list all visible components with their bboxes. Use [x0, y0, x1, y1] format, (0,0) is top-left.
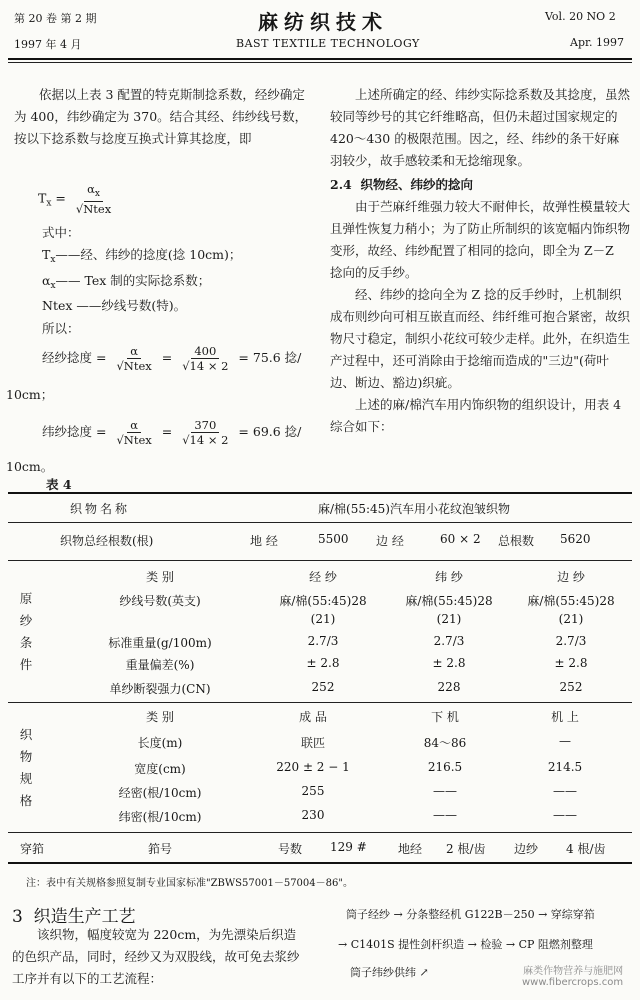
- yarn-row-weft: (21): [436, 612, 462, 626]
- section-3-para-text: 该织物，幅度较宽为 220cm，为先漂染后织造的色织产品，同时，经纱又为双股线，故可免去浆纱工序并有以下的工艺流程：: [12, 927, 300, 986]
- fabric-name-value: 麻/棉(55:45)汽车用小花纹泡皱织物: [318, 502, 510, 516]
- journal-title-en: BAST TEXTILE TECHNOLOGY: [236, 37, 420, 50]
- def-2: [42, 270, 210, 297]
- right-para-1: 上述所确定的经、纬纱实际捻系数及其捻度，虽然较同等纱号的其它纤维略高，但仍未超过国家规定的 420～430 的极限范围。因之，经、纬纱的条干好麻羽较少，故手感较柔和无捻缩现象。: [330, 87, 631, 168]
- table-label: 表 4: [46, 477, 72, 492]
- table-bottom-rule: [8, 862, 632, 864]
- fabric-name-label: 织物名称: [70, 502, 131, 516]
- yarn-row-edge: 2.7/3: [555, 634, 587, 648]
- fabric-row-off-loom: ——: [433, 784, 457, 798]
- def-2-symbol: α: [42, 273, 51, 288]
- weft-num-1: α: [127, 418, 141, 433]
- yarn-row-label: 单纱断裂强力(CN): [109, 682, 211, 696]
- def-1-text: ——经、纬纱的捻度(捻 10cm)；: [55, 247, 242, 262]
- ground-ends-label: 地 经: [250, 534, 278, 548]
- weft-result: = 69.6 捻/: [238, 424, 302, 439]
- yarn-row-edge: 252: [559, 680, 583, 694]
- header-rule-thin: [8, 62, 632, 63]
- right-para-2: 由于苎麻纤维强力较大不耐伸长，故弹性模量较大且弹性恢复力稍小；为了防止所制织的该宽幅内饰织物变形，故经、纬纱配置了相同的捻向，即全为 Z－Z 捻向的反手纱。: [330, 199, 631, 280]
- yarn-row-warp: (21): [310, 612, 336, 626]
- yarn-row-label: 标准重量(g/100m): [108, 636, 212, 650]
- fabric-row-on-loom: ——: [553, 808, 577, 822]
- table-top-rule: [8, 492, 632, 494]
- fabric-row-finished: 220 ± 2 − 1: [276, 760, 350, 774]
- weft-unit: 10cm。: [6, 459, 54, 474]
- table-rule-4: [8, 832, 632, 833]
- watermark-cn: 麻类作物营养与施肥网: [523, 966, 624, 977]
- weft-eq: =: [161, 424, 173, 439]
- weft-frac-1: [113, 418, 154, 447]
- warp-frac-1: [113, 344, 154, 373]
- warp-unit: 10cm；: [6, 387, 54, 402]
- fabric-row-off-loom: ——: [433, 808, 457, 822]
- fabric-col-off-loom: 下 机: [431, 710, 459, 724]
- table-note: 注：表中有关规格参照复制专业国家标准"ZBWS57001－57004－86"。: [26, 878, 353, 889]
- reed-no-label: 筘号: [148, 842, 173, 856]
- warp-frac-2: [179, 344, 231, 373]
- def-1: [42, 244, 241, 271]
- warp-den-2: √14 × 2: [182, 359, 229, 373]
- yarn-row-weft: 228: [437, 680, 461, 694]
- yarn-row-warp: 252: [311, 680, 335, 694]
- yarn-row-label: 重量偏差(%): [125, 658, 195, 672]
- reed-count-value: 129 #: [330, 840, 367, 854]
- yarn-row-weft: 麻/棉(55:45)28: [405, 594, 493, 608]
- reed-edge-value: 4 根/齿: [566, 842, 606, 856]
- fabric-col-finished: 成 品: [299, 710, 327, 724]
- table-rule-2: [8, 560, 632, 561]
- fabric-spec-vhead: 织物规格: [19, 727, 33, 808]
- left-column: [14, 84, 316, 150]
- weft-num-2: 370: [191, 418, 219, 433]
- process-flow-1: 筒子经纱 → 分条整经机 G122B－250 → 穿综穿筘: [346, 908, 595, 921]
- edge-ends-value: 60 × 2: [440, 532, 481, 546]
- watermark: [522, 962, 623, 988]
- fabric-row-finished: 联匹: [300, 736, 325, 750]
- fabric-row-on-loom: —: [559, 734, 571, 748]
- total-sum-label: 总根数: [498, 534, 535, 548]
- reed-ground-label: 地经: [398, 842, 423, 856]
- date-en: Apr. 1997: [570, 36, 625, 49]
- journal-title-cn: 麻纺织技术: [258, 10, 388, 34]
- fabric-row-finished: 255: [301, 784, 325, 798]
- where-label: 式中：: [42, 225, 80, 240]
- warp-twist-formula: [42, 344, 301, 373]
- yarn-col-edge: 边 纱: [557, 570, 585, 584]
- fabric-row-finished: 230: [301, 808, 325, 822]
- yarn-col-warp: 经 纱: [309, 570, 337, 584]
- twist-formula: [38, 182, 117, 216]
- reed-ground-value: 2 根/齿: [446, 842, 486, 856]
- yarn-row-edge: ± 2.8: [554, 656, 588, 670]
- def-1-symbol: T: [42, 247, 51, 262]
- date-cn: 1997 年 4 月: [14, 38, 82, 51]
- edge-ends-label: 边 经: [376, 534, 404, 548]
- yarn-row-warp: ± 2.8: [306, 656, 340, 670]
- def-1-sub: x: [50, 255, 56, 265]
- header-rule: [8, 58, 632, 60]
- fabric-row-off-loom: 216.5: [427, 760, 463, 774]
- left-para-1: 依据以上表 3 配置的特克斯制捻系数，经纱确定为 400，纬纱确定为 370。结合其经、纬纱线号数，按以下捻系数与捻度互换式计算其捻度，即: [14, 87, 308, 146]
- formula-lhs: T: [38, 190, 47, 206]
- section-2-4-heading: [330, 174, 630, 196]
- weft-den-2: √14 × 2: [182, 433, 229, 447]
- section-3-num: 3: [12, 907, 23, 927]
- fabric-row-label: 宽度(cm): [134, 762, 186, 776]
- weft-twist-formula: [42, 418, 301, 447]
- def-2-text: —— Tex 制的实际捻系数；: [55, 273, 211, 288]
- yarn-row-warp: 2.7/3: [307, 634, 339, 648]
- section-3-para: [12, 924, 308, 990]
- formula-fraction: [73, 182, 114, 216]
- so-label: 所以：: [42, 321, 80, 336]
- right-column: [330, 84, 630, 438]
- yarn-conditions-vhead: 原纱条件: [19, 591, 33, 672]
- right-para-4: 上述的麻/棉汽车用内饰织物的组织设计，用表 4 综合如下：: [330, 397, 622, 434]
- process-flow-2: → C1401S 提性剑杆织造 → 检验 → CP 阻燃剂整理: [338, 938, 593, 951]
- yarn-row-edge: (21): [558, 612, 584, 626]
- reed-label: 穿筘: [20, 842, 45, 856]
- yarn-row-weft: 2.7/3: [433, 634, 465, 648]
- ground-ends-value: 5500: [318, 532, 349, 546]
- fabric-row-label: 纬密(根/10cm): [118, 810, 202, 824]
- yarn-row-weft: ± 2.8: [432, 656, 466, 670]
- formula-eq: =: [55, 190, 66, 206]
- formula-num: α: [87, 182, 95, 196]
- reed-count-label: 号数: [278, 842, 303, 856]
- table-rule-3: [8, 702, 632, 703]
- fabric-col-on-loom: 机 上: [551, 710, 579, 724]
- total-ends-label: 织物总经根数(根): [60, 534, 154, 548]
- fabric-row-off-loom: 84～86: [423, 736, 467, 750]
- section-num: 2.4: [330, 177, 352, 192]
- warp-den-1: √Ntex: [116, 359, 152, 373]
- fabric-col-category: 类 别: [146, 710, 174, 724]
- fabric-row-on-loom: 214.5: [547, 760, 583, 774]
- warp-num-2: 400: [191, 344, 219, 359]
- fabric-row-label: 经密(根/10cm): [118, 786, 202, 800]
- volume-en: Vol. 20 NO 2: [545, 10, 616, 23]
- formula-lhs-sub: x: [46, 198, 52, 209]
- warp-result: = 75.6 捻/: [238, 350, 302, 365]
- fabric-row-label: 长度(m): [137, 736, 183, 750]
- yarn-row-label: 纱线号数(英支): [119, 594, 201, 608]
- def-2-sub: x: [50, 281, 56, 291]
- formula-den: √Ntex: [75, 202, 112, 216]
- weft-den-1: √Ntex: [116, 433, 152, 447]
- right-para-3: 经、纬纱的捻向全为 Z 捻的反手纱时，上机制织成布则纱向可相互嵌直而经、纬纤维可抱合紧密，故织物尺寸稳定，制织小花纹可较少走样。此外，在织造生产过程中，还可消除由于捻缩而造成的"三边"(荷叶边、断边、豁边)织疵。: [330, 287, 631, 390]
- warp-num-1: α: [127, 344, 141, 359]
- yarn-row-warp: 麻/棉(55:45)28: [279, 594, 367, 608]
- warp-eq: =: [161, 350, 173, 365]
- table-rule-1: [8, 522, 632, 523]
- reed-edge-label: 边纱: [514, 842, 539, 856]
- watermark-en: www.fibercrops.com: [522, 977, 624, 988]
- process-flow-3: 筒子纬纱供纬 ↗: [350, 966, 429, 979]
- yarn-row-edge: 麻/棉(55:45)28: [527, 594, 615, 608]
- yarn-col-weft: 纬 纱: [435, 570, 463, 584]
- yarn-col-category: 类 别: [146, 570, 174, 584]
- volume-cn: 第 20 卷 第 2 期: [14, 12, 97, 25]
- def-3: Ntex ——纱线号数(特)。: [42, 298, 187, 313]
- warp-label: 经纱捻度 =: [42, 350, 107, 365]
- section-3-title: 织造生产工艺: [33, 907, 136, 927]
- formula-num-sub: x: [94, 189, 100, 199]
- total-sum-value: 5620: [560, 532, 591, 546]
- weft-frac-2: [179, 418, 231, 447]
- section-title: 织物经、纬纱的捻向: [360, 177, 473, 192]
- weft-label: 纬纱捻度 =: [42, 424, 107, 439]
- fabric-row-on-loom: ——: [553, 784, 577, 798]
